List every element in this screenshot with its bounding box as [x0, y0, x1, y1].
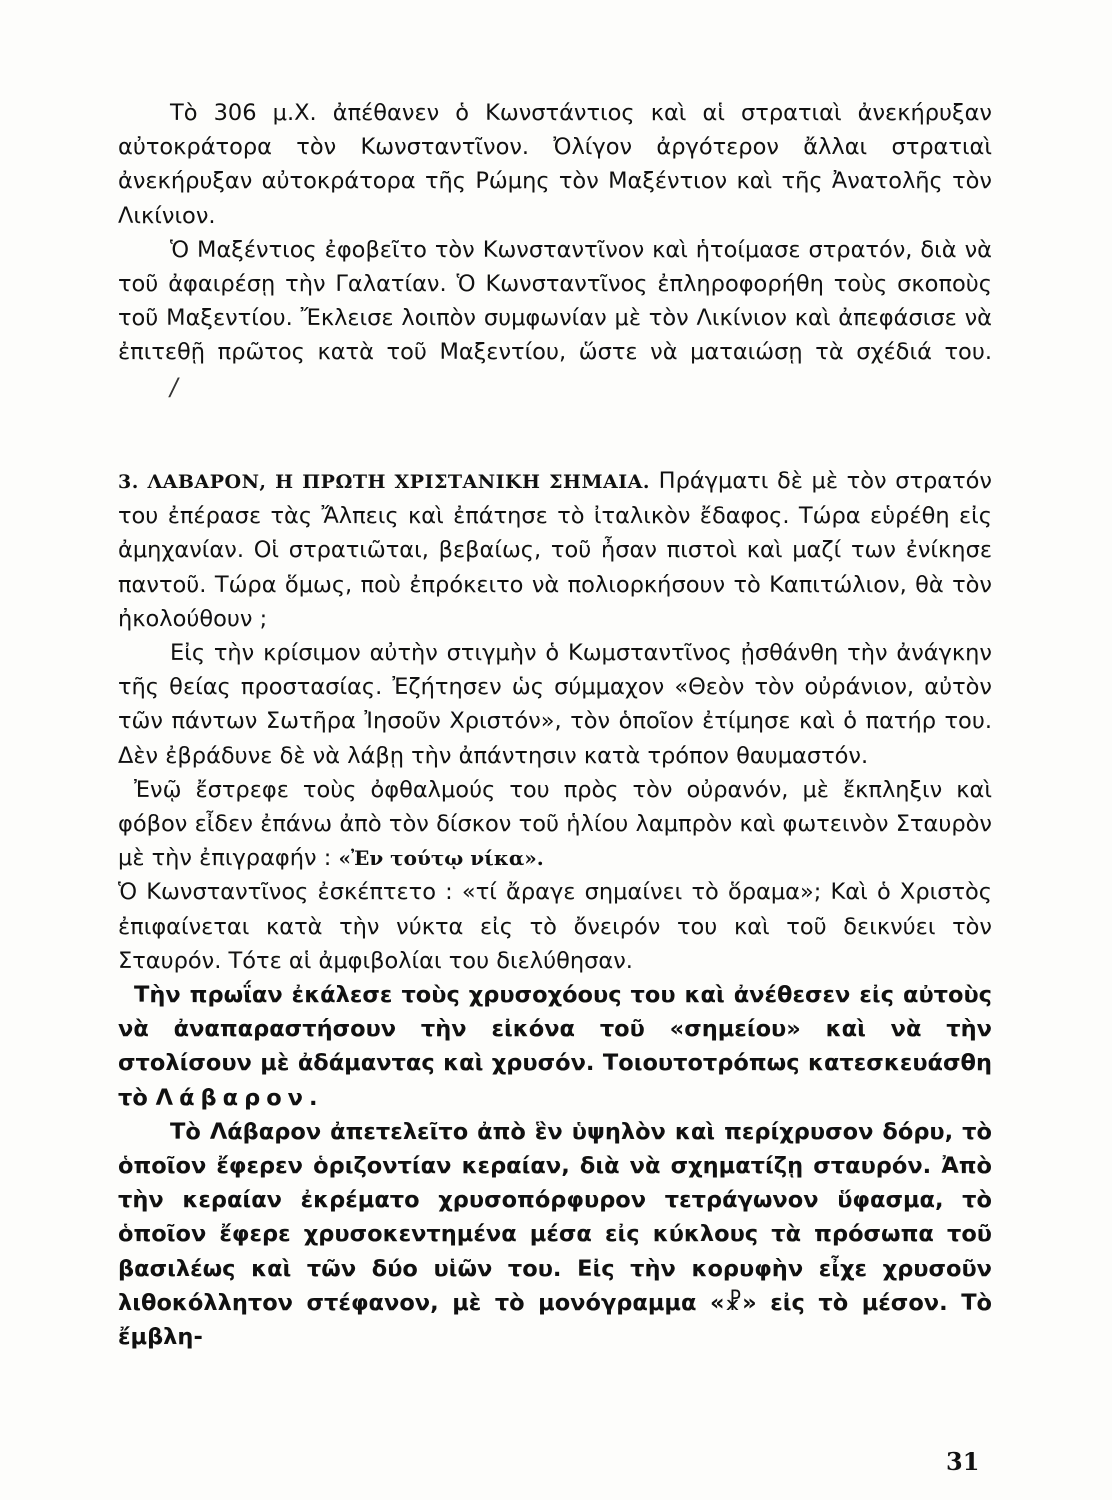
paragraph-vision	[118, 773, 992, 876]
paragraph-goldsmiths-text: Τὴν πρωΐαν ἐκάλεσε τοὺς χρυσοχόους του καὶ ἀνέθεσεν εἰς αὐτοὺς νὰ ἀναπαραστήσουν τὴν εἰκόνα τοῦ «σημείου» καὶ νὰ τὴν στολίσουν μὲ ἀδάμαντας καὶ χρυσόν. Τοιουτοτρόπως κατεσκευάσθη τὸ	[118, 982, 992, 1111]
section-heading: 3. ΛΑΒΑΡΟΝ, Η ΠΡΩΤΗ ΧΡΙΣΤΑΝΙΚΗ ΣΗΜΑΙΑ.	[118, 471, 651, 493]
paragraph-labarum-intro-text: Πράγματι δὲ μὲ τὸν στρατόν του ἐπέρασε τὰς Ἄλπεις καὶ ἐπάτησε τὸ ἰταλικὸν ἔδαφος. Τώρα εὑρέθη εἰς ἀμηχανίαν. Οἱ στρατιῶται, βεβαίως, τοῦ ἦσαν πιστοὶ καὶ μαζί των ἐνίκησε παντοῦ. Τώρα ὅμως, ποὺ ἐπρόκειτο νὰ πολιορκήσουν τὸ Καπιτώλιον, θὰ τὸν ἠκολούθουν ;	[118, 468, 992, 632]
handwritten-slash-mark: /	[167, 372, 181, 401]
paragraph-dream: Ὁ Κωνσταντῖνος ἐσκέπτετο : «τί ἄραγε σημαίνει τὸ ὅραμα»; Καὶ ὁ Χριστὸς ἐπιφαίνεται κατὰ τὴν νύκτα εἰς τὸ ὄνειρόν του καὶ τοῦ δεικνύει τὸν Σταυρόν. Τότε αἱ ἀμφιβολίαι του διελύθησαν.	[118, 879, 992, 974]
paragraph-goldsmiths	[118, 978, 992, 1115]
term-labarum: Λάβαρον.	[155, 1084, 324, 1111]
paragraph-constantius-death: Τὸ 306 μ.Χ. ἀπέθανεν ὁ Κωνστάντιος καὶ αἱ στρατιαὶ ἀνεκήρυξαν αὐτοκράτορα τὸν Κωνσταντῖνον. Ὀλίγον ἀργότερον ἄλλαι στρατιαὶ ἀνεκήρυξαν αὐτοκράτορα τῆς Ρώμης τὸν Μαξέντιον καὶ τῆς Ἀνατολῆς τὸν Λικίνιον.	[118, 100, 992, 229]
paragraph-divine-protection: Εἰς τὴν κρίσιμον αὐτὴν στιγμὴν ὁ Κωμσταντῖνος ᾐσθάνθη τὴν ἀνάγκην τῆς θείας προστασίας. Ἐζήτησεν ὡς σύμμαχον «Θεὸν τὸν οὐράνιον, αὐτὸν τῶν πάντων Σωτῆρα Ἰησοῦν Χριστόν», τὸν ὁποῖον ἐτίμησε καὶ ὁ πατήρ του. Δὲν ἐβράδυνε δὲ νὰ λάβῃ τὴν ἀπάντησιν κατὰ τρόπον θαυμαστόν.	[118, 640, 992, 769]
paragraph-vision-text: Ἐνῷ ἔστρεφε τοὺς ὀφθαλμούς του πρὸς τὸν οὐρανόν, μὲ ἔκπληξιν καὶ φόβον εἶδεν ἐπάνω ἀπὸ τὸν δίσκον τοῦ ἡλίου λαμπρὸν καὶ φωτεινὸν Σταυρὸν μὲ τὴν ἐπιγραφήν :	[118, 776, 992, 872]
section-labarum	[118, 464, 992, 1354]
paragraph-labarum-intro	[118, 464, 992, 636]
page-number: 31	[946, 1447, 980, 1476]
paragraph-maxentius-threat-text: Ὁ Μαξέντιος ἐφοβεῖτο τὸν Κωνσταντῖνον καὶ ἡτοίμασε στρατόν, διὰ νὰ τοῦ ἀφαιρέσῃ τὴν Γαλατίαν. Ὁ Κωνσταντῖνος ἐπληροφορήθη τοὺς σκοποὺς τοῦ Μαξεντίου. Ἔκλεισε λοιπὸν συμφωνίαν μὲ τὸν Λικίνιον καὶ ἀπεφάσισε νὰ ἐπιτεθῇ πρῶτος κατὰ τοῦ Μαξεντίου, ὥστε νὰ ματαιώσῃ τὰ σχέδιά του.	[118, 236, 992, 366]
section-constantine-intro	[118, 96, 992, 405]
paragraph-labarum-description: Τὸ Λάβαρον ἀπετελεῖτο ἀπὸ ἓν ὑψηλὸν καὶ περίχρυσον δόρυ, τὸ ὁποῖον ἔφερεν ὁριζοντίαν κεραίαν, διὰ νὰ σχηματίζῃ σταυρόν. Ἀπὸ τὴν κεραίαν ἐκρέματο χρυσοπόρφυρον τετράγωνον ὕφασμα, τὸ ὁποῖον ἔφερε χρυσοκεντημένα μέσα εἰς κύκλους τὰ πρόσωπα τοῦ βασιλέως καὶ τῶν δύο υἱῶν του. Εἰς τὴν κορυφὴν εἶχε χρυσοῦν λιθοκόλλητον στέφανον, μὲ τὸ μονόγραμμα «☧» εἰς τὸ μέσον. Τὸ ἔμβλη-	[118, 1118, 992, 1351]
motto-en-touto-nika: «Ἐν τούτῳ νίκα».	[338, 846, 544, 871]
paragraph-maxentius-threat	[118, 233, 992, 405]
